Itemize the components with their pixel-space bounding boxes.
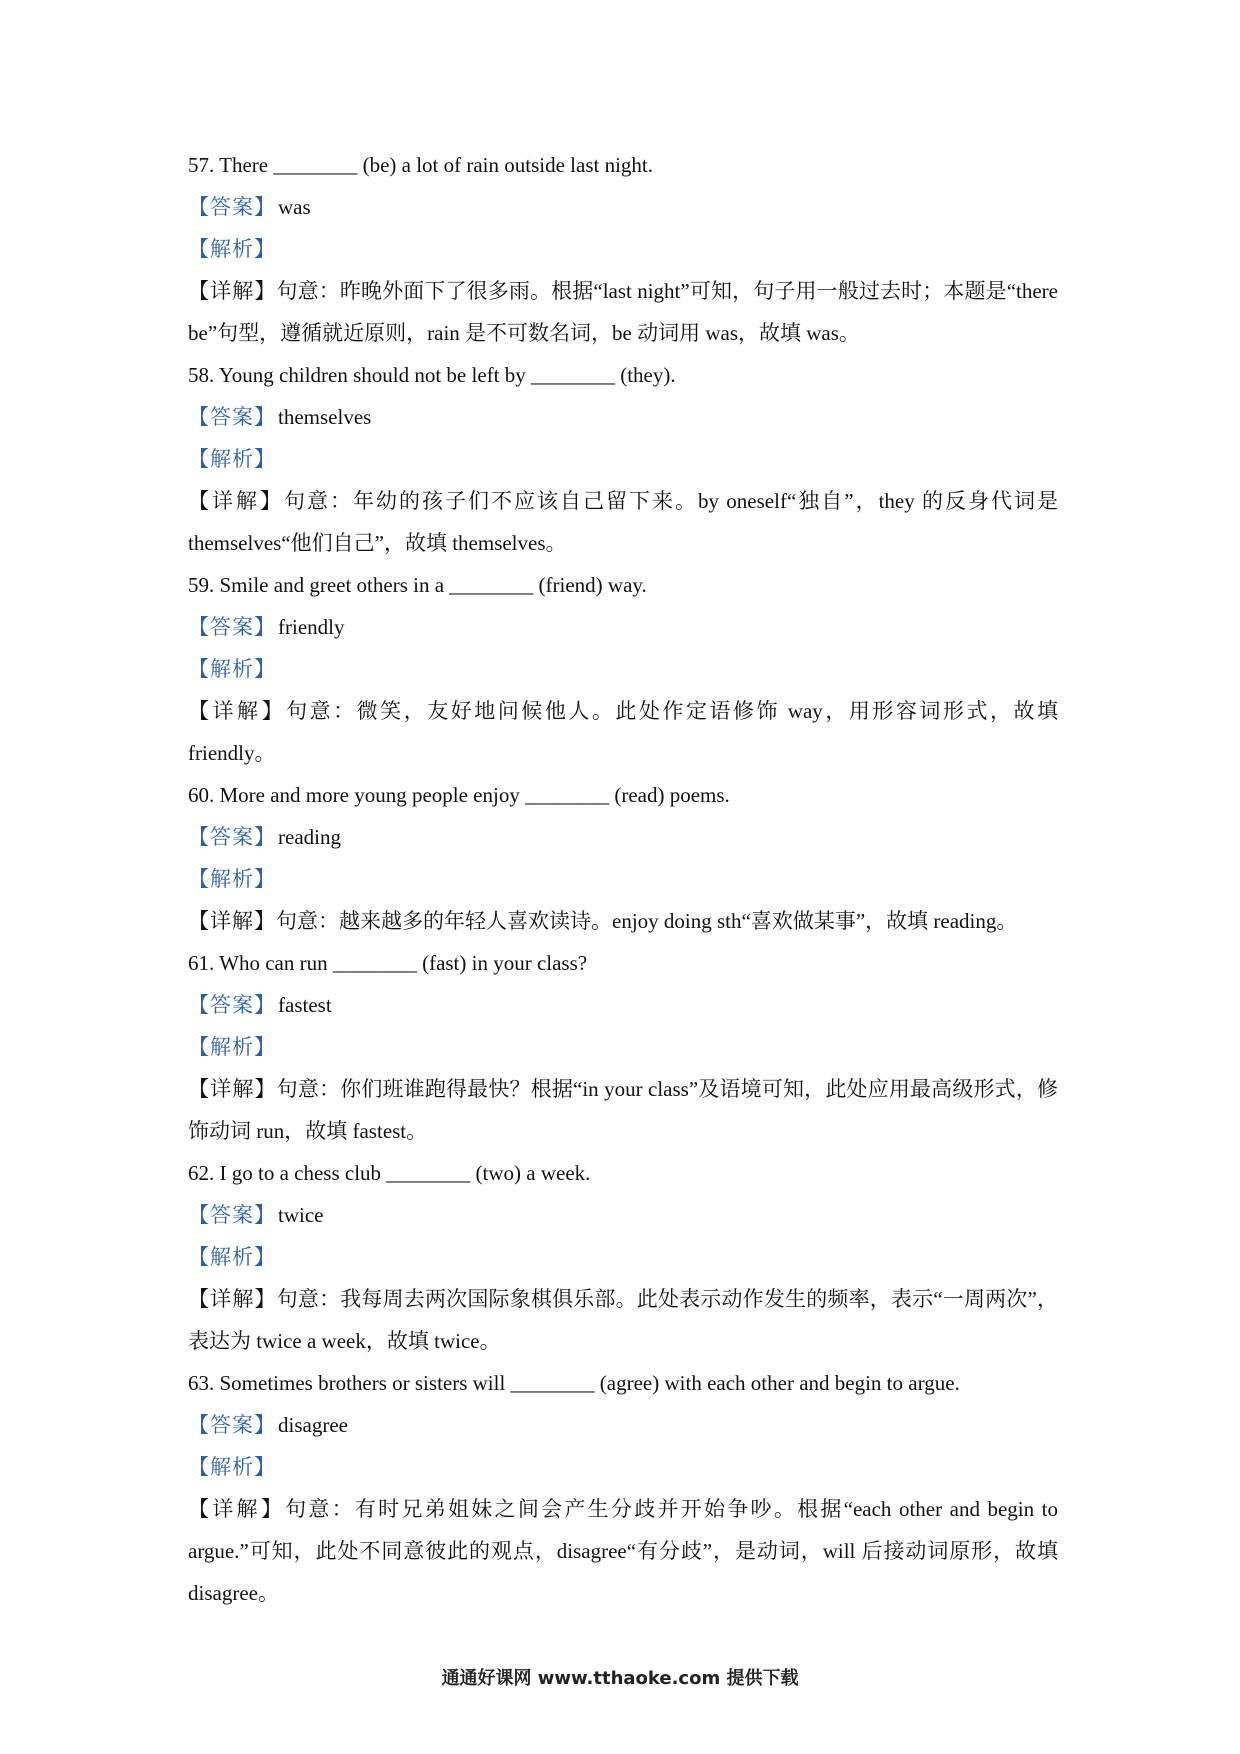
- detail-paragraph: [188, 690, 1058, 774]
- answer-tag: 【答案】: [188, 405, 276, 429]
- detail-text: 句意：年幼的孩子们不应该自己留下来。by oneself“独自”，they 的反身代词是 themselves“他们自己”，故填 themselves。: [188, 489, 1059, 555]
- detail-text: 句意：有时兄弟姐妹之间会产生分歧并开始争吵。根据“each other and begin to argue.”可知，此处不同意彼此的观点，disagree“有分歧”，是动词，will 后接动词原形，故填 disagree。: [188, 1497, 1058, 1605]
- page-footer: 通通好课网 www.tthaoke.com 提供下载: [441, 1668, 799, 1689]
- question-text: 60. More and more young people enjoy ________ (read) poems.: [188, 783, 730, 807]
- answer-value: friendly: [278, 615, 345, 639]
- analysis-tag: 【解析】: [188, 1455, 276, 1479]
- analysis-tag: 【解析】: [188, 1245, 276, 1269]
- answer-line: [188, 1194, 1068, 1236]
- answer-tag: 【答案】: [188, 195, 276, 219]
- question-block-60: [188, 774, 1068, 942]
- answer-line: [188, 816, 1068, 858]
- detail-paragraph: [188, 480, 1058, 564]
- detail-tag: 【详解】: [188, 279, 277, 303]
- analysis-tag: 【解析】: [188, 1035, 276, 1059]
- answer-tag: 【答案】: [188, 1203, 276, 1227]
- answer-line: [188, 396, 1068, 438]
- analysis-tag: 【解析】: [188, 867, 276, 891]
- detail-tag: 【详解】: [188, 489, 285, 513]
- answer-value: was: [278, 195, 311, 219]
- answer-line: [188, 606, 1068, 648]
- answer-value: disagree: [278, 1413, 348, 1437]
- answer-tag: 【答案】: [188, 615, 276, 639]
- question-block-59: [188, 564, 1068, 774]
- detail-text: 句意：我每周去两次国际象棋俱乐部。此处表示动作发生的频率，表示“一周两次”，表达为 twice a week，故填 twice。: [188, 1287, 1058, 1353]
- question-block-63: [188, 1362, 1068, 1614]
- analysis-tag: 【解析】: [188, 657, 276, 681]
- answer-value: fastest: [278, 993, 332, 1017]
- answer-value: twice: [278, 1203, 324, 1227]
- analysis-tag: 【解析】: [188, 447, 276, 471]
- question-block-61: [188, 942, 1068, 1152]
- question-text: 62. I go to a chess club ________ (two) a week.: [188, 1161, 591, 1185]
- analysis-tag: 【解析】: [188, 237, 276, 261]
- answer-line: [188, 984, 1068, 1026]
- question-text: 58. Young children should not be left by ________ (they).: [188, 363, 676, 387]
- answer-tag: 【答案】: [188, 993, 276, 1017]
- answer-tag: 【答案】: [188, 1413, 276, 1437]
- question-text: 61. Who can run ________ (fast) in your class?: [188, 951, 588, 975]
- question-list: [188, 144, 1068, 1614]
- detail-tag: 【详解】: [188, 909, 276, 933]
- detail-tag: 【详解】: [188, 1287, 277, 1311]
- question-block-62: [188, 1152, 1068, 1362]
- detail-paragraph: [188, 900, 1058, 942]
- detail-text: 句意：越来越多的年轻人喜欢读诗。enjoy doing sth“喜欢做某事”，故填 reading。: [276, 909, 1018, 933]
- detail-paragraph: [188, 270, 1058, 354]
- detail-text: 句意：微笑，友好地问候他人。此处作定语修饰 way，用形容词形式，故填 friendly。: [188, 699, 1059, 765]
- answer-value: reading: [278, 825, 341, 849]
- question-block-57: [188, 144, 1068, 354]
- detail-paragraph: [188, 1068, 1058, 1152]
- detail-text: 句意：你们班谁跑得最快？根据“in your class”及语境可知，此处应用最高级形式，修饰动词 run，故填 fastest。: [188, 1077, 1058, 1143]
- detail-tag: 【详解】: [188, 699, 287, 723]
- detail-paragraph: [188, 1488, 1058, 1614]
- question-text: 63. Sometimes brothers or sisters will ________ (agree) with each other and begin to argue.: [188, 1371, 960, 1395]
- answer-line: [188, 186, 1068, 228]
- question-text: 59. Smile and greet others in a ________ (friend) way.: [188, 573, 647, 597]
- question-text: 57. There ________ (be) a lot of rain outside last night.: [188, 153, 654, 177]
- question-block-58: [188, 354, 1068, 564]
- detail-tag: 【详解】: [188, 1497, 286, 1521]
- detail-tag: 【详解】: [188, 1077, 277, 1101]
- answer-value: themselves: [278, 405, 372, 429]
- detail-text: 句意：昨晚外面下了很多雨。根据“last night”可知，句子用一般过去时；本题是“there be”句型，遵循就近原则，rain 是不可数名词，be 动词用 was，故填 was。: [188, 279, 1058, 345]
- detail-paragraph: [188, 1278, 1058, 1362]
- answer-line: [188, 1404, 1068, 1446]
- answer-tag: 【答案】: [188, 825, 276, 849]
